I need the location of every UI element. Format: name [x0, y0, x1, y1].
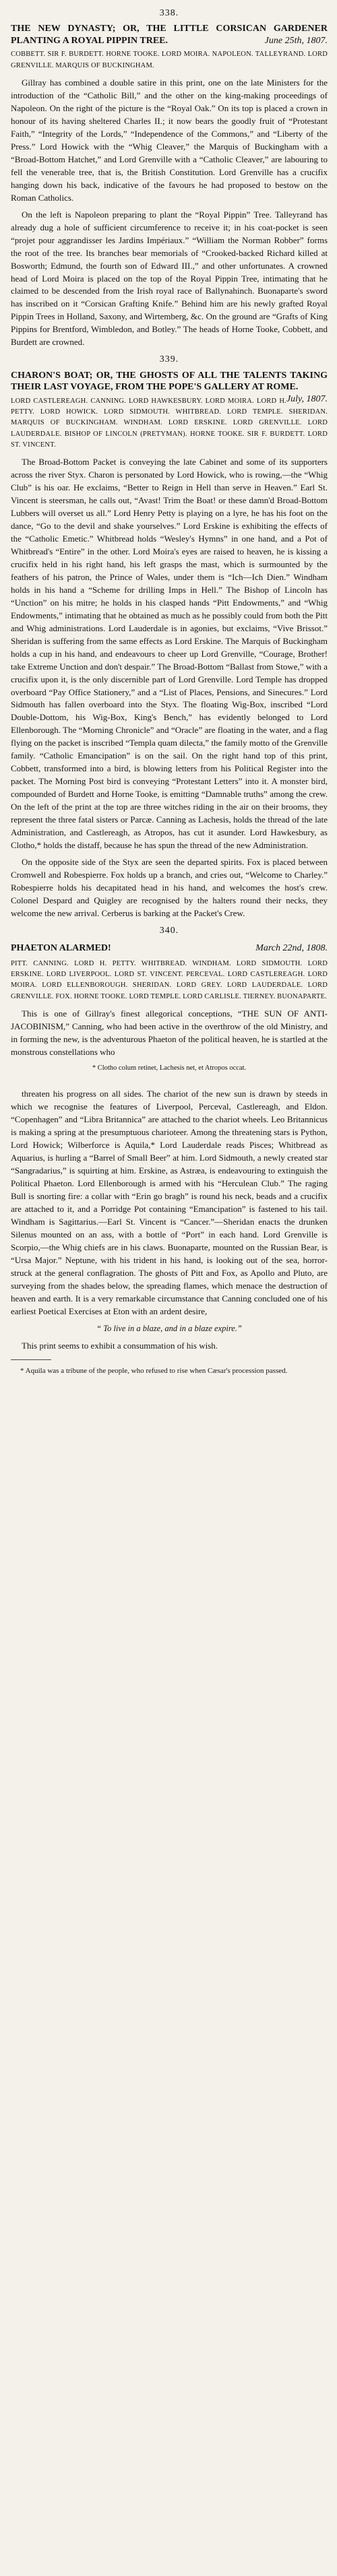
entry-date: July, 1807. [286, 393, 328, 404]
page-break [11, 1078, 328, 1088]
entry-date: June 25th, 1807. [264, 35, 328, 46]
entry-title [11, 370, 328, 404]
entry-title-text: CHARON'S BOAT; OR, THE GHOSTS OF ALL THE TALENTS TAKING THEIR LAST VOYAGE, FROM THE POPE'S GALLERY AT ROME. [11, 370, 328, 393]
paragraph: On the opposite side of the Styx are seen the departed spirits. Fox is placed between Cromwell and Robespierre. Fox holds up a branch, and cries out, “Welcome to Charley.” Robespierre holds his decapitated head in his hand, and welcomes the host's crew. Colonel Despard and Quigley are recognised by the halters round their necks, they welcome the new arrival. Cerberus is barking at the Packet's Crew. [11, 857, 328, 918]
entry-title-text: THE NEW DYNASTY; OR, THE LITTLE CORSICAN GARDENER PLANTING A ROYAL PIPPIN TREE. [11, 24, 328, 46]
paragraph: Gillray has combined a double satire in this print, one on the late Ministers for the introduction of the “Catholic Bill,” and the other on the king-making proceedings of Napoleon. On the right of the picture is the “Royal Oak.” On its top is placed a crown in honour of its having sheltered Charles II.; it now bears the goodly fruit of “Protestant Faith,” “Integrity of the Lords,” “Independence of the Commons,” and “Liberty of the Press.” Lord Howick with the “Whig Cleaver,” the Marquis of Buckingham with a “Broad-Bottom Hatchet,” and Lord Grenville with a “Catholic Cleaver,” are labouring to fell the venerable tree, that is, the British Constitution. Lord Grenville has a crucifix hanging down his back, indicative of the favours he had proposed to bestow on the Roman Catholics. [11, 77, 328, 203]
entry-number: 338. [159, 8, 179, 18]
entry-title [11, 942, 328, 955]
persons-list: COBBETT. SIR F. BURDETT. HORNE TOOKE. LORD MOIRA. NAPOLEON. TALLEYRAND. LORD GRENVILLE. MARQUIS OF BUCKINGHAM. [11, 51, 328, 69]
paragraph: On the left is Napoleon preparing to plant the “Royal Pippin” Tree. Talleyrand has already dug a hole of sufficient circumference to receive it; in his coat-pocket is seen “projet pour aggrandisser les Jardins Impériaux.” “William the Norman Robber” forms the root of the tree. Its branches bear memorials of “Crooked-backed Richard killed at Bosworth; Edmund, the fourth son of Edward III.,” and other unfortunates. A crowned head of Lord Moira is placed on the top of the Royal Pippin Tree, intimating that he claimed to be descended from the Irish royal race of Ballynahinch. Buonaparte's sword has inscribed on it “Corsican Grafting Knife.” Behind him are his newly grafted Royal Pippin Trees in Holland, Saxony, and Wirtemberg, &c. On the ground are “Grafts of King Pippins for Brentford, Wimbledon, and Botley.” The heads of Horne Tooke, Cobbett, and Burdett are crowned. [11, 209, 328, 348]
entry-340 [11, 924, 328, 1376]
persons-list: LORD CASTLEREAGH. CANNING. LORD HAWKESBURY. LORD MOIRA. LORD H. PETTY. LORD HOWICK. LORD SIDMOUTH. WHITBREAD. LORD TEMPLE. SHERIDAN. MARQUIS OF BUCKINGHAM. WINDHAM. LORD ERSKINE. LORD GRENVILLE. LORD LAUDERDALE. BISHOP OF LINCOLN (PRETYMAN). HORNE TOOKE. SIR F. BURDETT. LORD ST. VINCENT. [11, 397, 328, 449]
entry-title-text: PHAETON ALARMED! [11, 943, 111, 954]
paragraph: This is one of Gillray's finest allegorical conceptions, “THE SUN OF ANTI-JACOBINISM,” Canning, who had been active in the overthrow of the old Ministry, and in forming the new, is the adventurous Phaeton of the political heaven, he is startled at the monstrous constellations who [11, 1008, 328, 1057]
paragraph: The Broad-Bottom Packet is conveying the late Cabinet and some of its supporters across the river Styx. Charon is personated by Lord Howick, who is rowing,—the “Whig Club” is his oar. He exclaims, “Better to Reign in Hell than serve in Heaven.” Earl St. Vincent is steersman, he calls out, “Avast! Trim the Boat! or these damn'd Broad-Bottom Lubbers will overset us all.” Lord Henry Petty is playing on a lyre, he has his foot on the dance, “Go to the devil and shake yourselves.” Lord Erskine is exhibiting the effects of the “Catholic Emetic.” Whitbread holds “Wesley's Hymns” in one hand, and a Pot of Whitbread's “Entire” in the other. Lord Moira's eyes are raised to heaven, he is kissing a crucifix held in his right hand, his left grasps the mast, which is surmounted by the feathers of his patron, the Prince of Wales, under them is “Ich—Ich Dien.” Windham holds in his hand a “Scheme for drilling Imps in Hell.” The Bishop of Lincoln has “Unction” on his mitre; he holds in his clasped hands “Pitt Endowments,” and “Whig Endowments,” intimating that he obtained as much as he possibly could from both the Pitt and Whig administrations. Lord Lauderdale is in agonies, but exclaims, “Vive Brissot.” Sheridan is suffering from the same effects as Lord Erskine. The Marquis of Buckingham holds a cup in his hand, and endeavours to cheer up Lord Grenville, “Courage, Brother! take Extreme Unction and don't despair.” The Broad-Bottom “Ballast from Stowe,” with a crucifix upon it, is the only discernible part of Lord Grenville. Lord Temple has dropped overboard “Pay Office Stationery,” and a “List of Places, Pensions, and Sinecures.” Lord Sidmouth has fallen overboard into the Styx. The floating Wig-Box, inscribed “Lord Doublе-Dottom, his Wig-Box, King's Bench,” has evidently belonged to Lord Ellenborough. The “Morning Chronicle” and “Oracle” are floating in the water, and a flag flying on the packet is inscribed “Templa quam dilecta,” the family motto of the Grenville family. “Catholic Emancipation” is on the sail. On the right hand top of this print, Cobbett, transformed into a bird, is blowing letters from his Political Register into the packet. The Morning Post bird is conveying “Protestant Letters” into it. A monster bird, compounded of Burdett and Horne Tooke, is emitting “Damnable truths” among the crew. On the left of the print at the top are three witches riding in the air on their brooms, they represent the three fatal sisters or Parcæ. Canning as Lachesis, holds the thread of the late Administration, and Castlereagh, as Atropos, has cut it asunder. Lord Hawkesbury, as Clotho,* holds the distaff, because he has spun the thread of the new Administration. [11, 457, 328, 851]
entry-number: 340. [159, 925, 179, 936]
paragraph: threaten his progress on all sides. The chariot of the new sun is drawn by steeds in which we recognise the features of Liverpool, Perceval, Castlereagh, and Eldon. “Copenhagen” and “Libra Britannica” are attached to the chariot wheels. Leo Britannicus is making a spring at the presumptuous charioteer. Among the threatening stars is Python, Lord Howick; Wilberforce is Aquila,* Lord Lauderdale reads Pisces; Whitbread as Aquarius, is hurling a “Barrel of Small Beer” at him. Lord Sidmouth, a newly created star “Sangradarius,” is squirting at him. Erskine, as Astræa, is endeavouring to extinguish the Political Phaeton. Lord Ellenborough is armed with his “Herculean Club.” The raging Bull is snorting fire: a collar with “Erin go bragh” is round his neck, beads and a crucifix are attached to it, and a Porridge Pot containing “Emancipation” is fastened to his tail. Windham is Sagittarius.—Earl St. Vincent is “Cancer.”—Sheridan enacts the drunken Silenus mounted on an ass, with a bottle of “Port” in each hand. Lord Grenville is Scorpio,—the Whig chiefs are in his claws. Buonaparte, mounted on the Russian Bear, is “Ursa Major.” Neptune, with his trident in his hand, is looking out of the sea, horror-struck at the general conflagration. The ghosts of Pitt and Fox, as Apollo and Pluto, are surveying from the shades below, the spreading flames, which menace the destruction of heaven and earth. It is a very remarkable circumstance that Canning concluded one of his earliest Poetical Exercises at Eton with an ardent desire, [11, 1089, 328, 1316]
footnote-rule [11, 1359, 51, 1360]
quote: “ To live in a blaze, and in a blaze expire.” [96, 1323, 242, 1333]
closing-paragraph: This print seems to exhibit a consummation of his wish. [22, 1340, 218, 1351]
footnote: * Aquila was a tribune of the people, who refused to rise when Cæsar's procession passed. [20, 1366, 288, 1375]
entry-number: 339. [159, 354, 179, 365]
entry-date: March 22nd, 1808. [255, 943, 328, 954]
footnote: * Clotho colum retinet, Lachesis net, et Atropos occat. [92, 1064, 247, 1072]
entry-338 [11, 7, 328, 349]
entry-339 [11, 353, 328, 920]
entry-title [11, 23, 328, 46]
persons-list: PITT. CANNING. LORD H. PETTY. WHITBREAD. WINDHAM. LORD SIDMOUTH. LORD ERSKINE. LORD LIVERPOOL. LORD ST. VINCENT. PERCEVAL. LORD CASTLEREAGH. LORD MOIRA. LORD ELLENBOROUGH. SHERIDAN. LORD GREY. LORD LAUDERDALE. LORD GRENVILLE. FOX. HORNE TOOKE. LORD TEMPLE. LORD CARLISLE. TIERNEY. BUONAPARTE. [11, 959, 328, 1000]
